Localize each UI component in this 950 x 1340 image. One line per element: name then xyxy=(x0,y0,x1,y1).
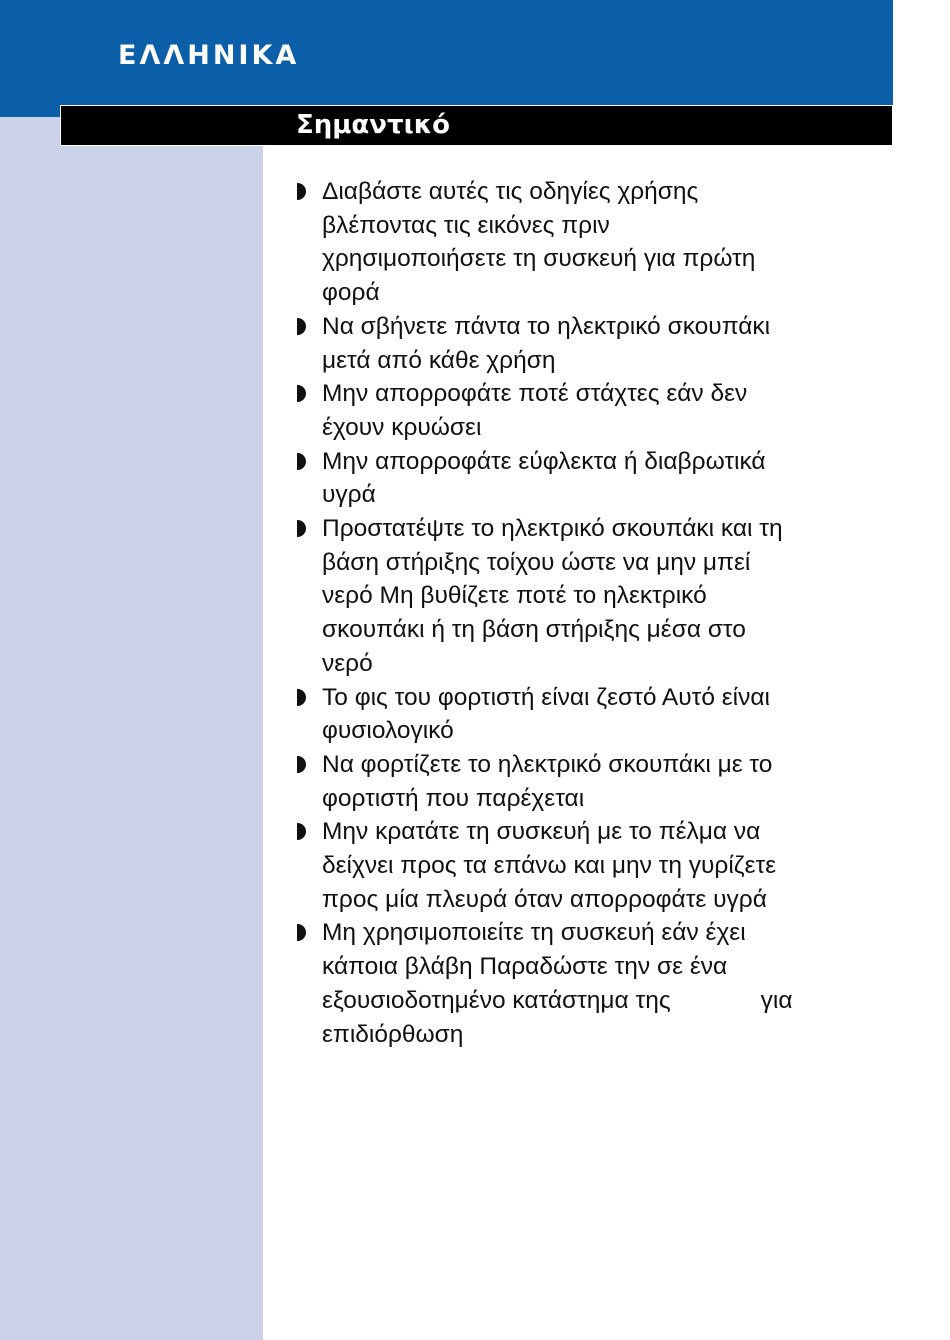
text-line: εξουσιοδοτημένο κατάστημα της για xyxy=(322,986,793,1014)
section-title-bar xyxy=(60,105,893,146)
list-item-text xyxy=(322,815,896,916)
text-line: προς μία πλευρά όταν απορροφάτε υγρά xyxy=(322,885,767,913)
text-line: δείχνει προς τα επάνω και μην τη γυρίζετε xyxy=(322,852,777,880)
text-line: μετά από κάθε χρήση xyxy=(322,346,556,374)
text-line: χρησιμοποιήσετε τη συσκευή για πρώτη xyxy=(322,245,756,273)
bullet-icon xyxy=(296,681,322,715)
left-margin-band xyxy=(0,117,263,1340)
text-line: έχουν κρυώσει xyxy=(322,413,482,441)
bullet-icon xyxy=(296,512,322,546)
text-line: νερό Μη βυθίζετε ποτέ το ηλεκτρικό xyxy=(322,582,707,610)
bullet-icon xyxy=(296,815,322,849)
text-line: υγρά xyxy=(322,481,376,509)
list-item-text xyxy=(322,512,896,681)
bullet-icon xyxy=(296,310,322,344)
text-line: Το φις του φορτιστή είναι ζεστό Αυτό είναι xyxy=(322,683,770,711)
text-line: νερό xyxy=(322,649,373,677)
list-item-text xyxy=(322,310,896,377)
list-item xyxy=(296,445,896,512)
list-item xyxy=(296,310,896,377)
section-title: Σημαντικό xyxy=(296,110,451,140)
list-item-text xyxy=(322,175,896,310)
text-line: Μη χρησιμοποιείτε τη συσκευή εάν έχει xyxy=(322,919,746,947)
bullet-icon xyxy=(296,175,322,209)
list-item xyxy=(296,748,896,815)
text-line: βλέποντας τις εικόνες πριν xyxy=(322,211,610,239)
text-line: επιδιόρθωση xyxy=(322,1020,464,1048)
list-item xyxy=(296,681,896,748)
list-item-text xyxy=(322,916,896,1051)
bullet-icon xyxy=(296,916,322,950)
instructions-list xyxy=(296,175,896,1051)
text-line: Να φορτίζετε το ηλεκτρικό σκουπάκι με το xyxy=(322,750,773,778)
list-item xyxy=(296,815,896,916)
text-line: φυσιολογικό xyxy=(322,717,454,745)
list-item-text xyxy=(322,377,896,444)
bullet-icon xyxy=(296,748,322,782)
text-line: Διαβάστε αυτές τις οδηγίες χρήσης xyxy=(322,178,699,205)
list-item xyxy=(296,512,896,681)
text-line: βάση στήριξης τοίχου ώστε να μην μπεί xyxy=(322,548,751,576)
text-line: Μην κρατάτε τη συσκευή με το πέλμα να xyxy=(322,818,761,846)
bullet-icon xyxy=(296,377,322,411)
text-line: Μην απορροφάτε εύφλεκτα ή διαβρωτικά xyxy=(322,447,766,475)
list-item-text xyxy=(322,748,896,815)
list-item-text xyxy=(322,445,896,512)
bullet-icon xyxy=(296,445,322,479)
language-title: ΕΛΛΗΝΙΚΑ xyxy=(118,40,300,71)
text-line: Προστατέψτε το ηλεκτρικό σκουπάκι και τη xyxy=(322,515,783,543)
list-item-text xyxy=(322,681,896,748)
text-line: φορά xyxy=(322,279,380,307)
list-item xyxy=(296,377,896,444)
list-item xyxy=(296,916,896,1051)
list-item xyxy=(296,175,896,310)
text-line: φορτιστή που παρέχεται xyxy=(322,784,585,812)
text-line: Μην απορροφάτε ποτέ στάχτες εάν δεν xyxy=(322,380,748,408)
text-line: κάποια βλάβη Παραδώστε την σε ένα xyxy=(322,953,728,981)
text-line: Να σβήνετε πάντα το ηλεκτρικό σκουπάκι xyxy=(322,312,771,340)
text-line: σκουπάκι ή τη βάση στήριξης μέσα στο xyxy=(322,616,746,644)
